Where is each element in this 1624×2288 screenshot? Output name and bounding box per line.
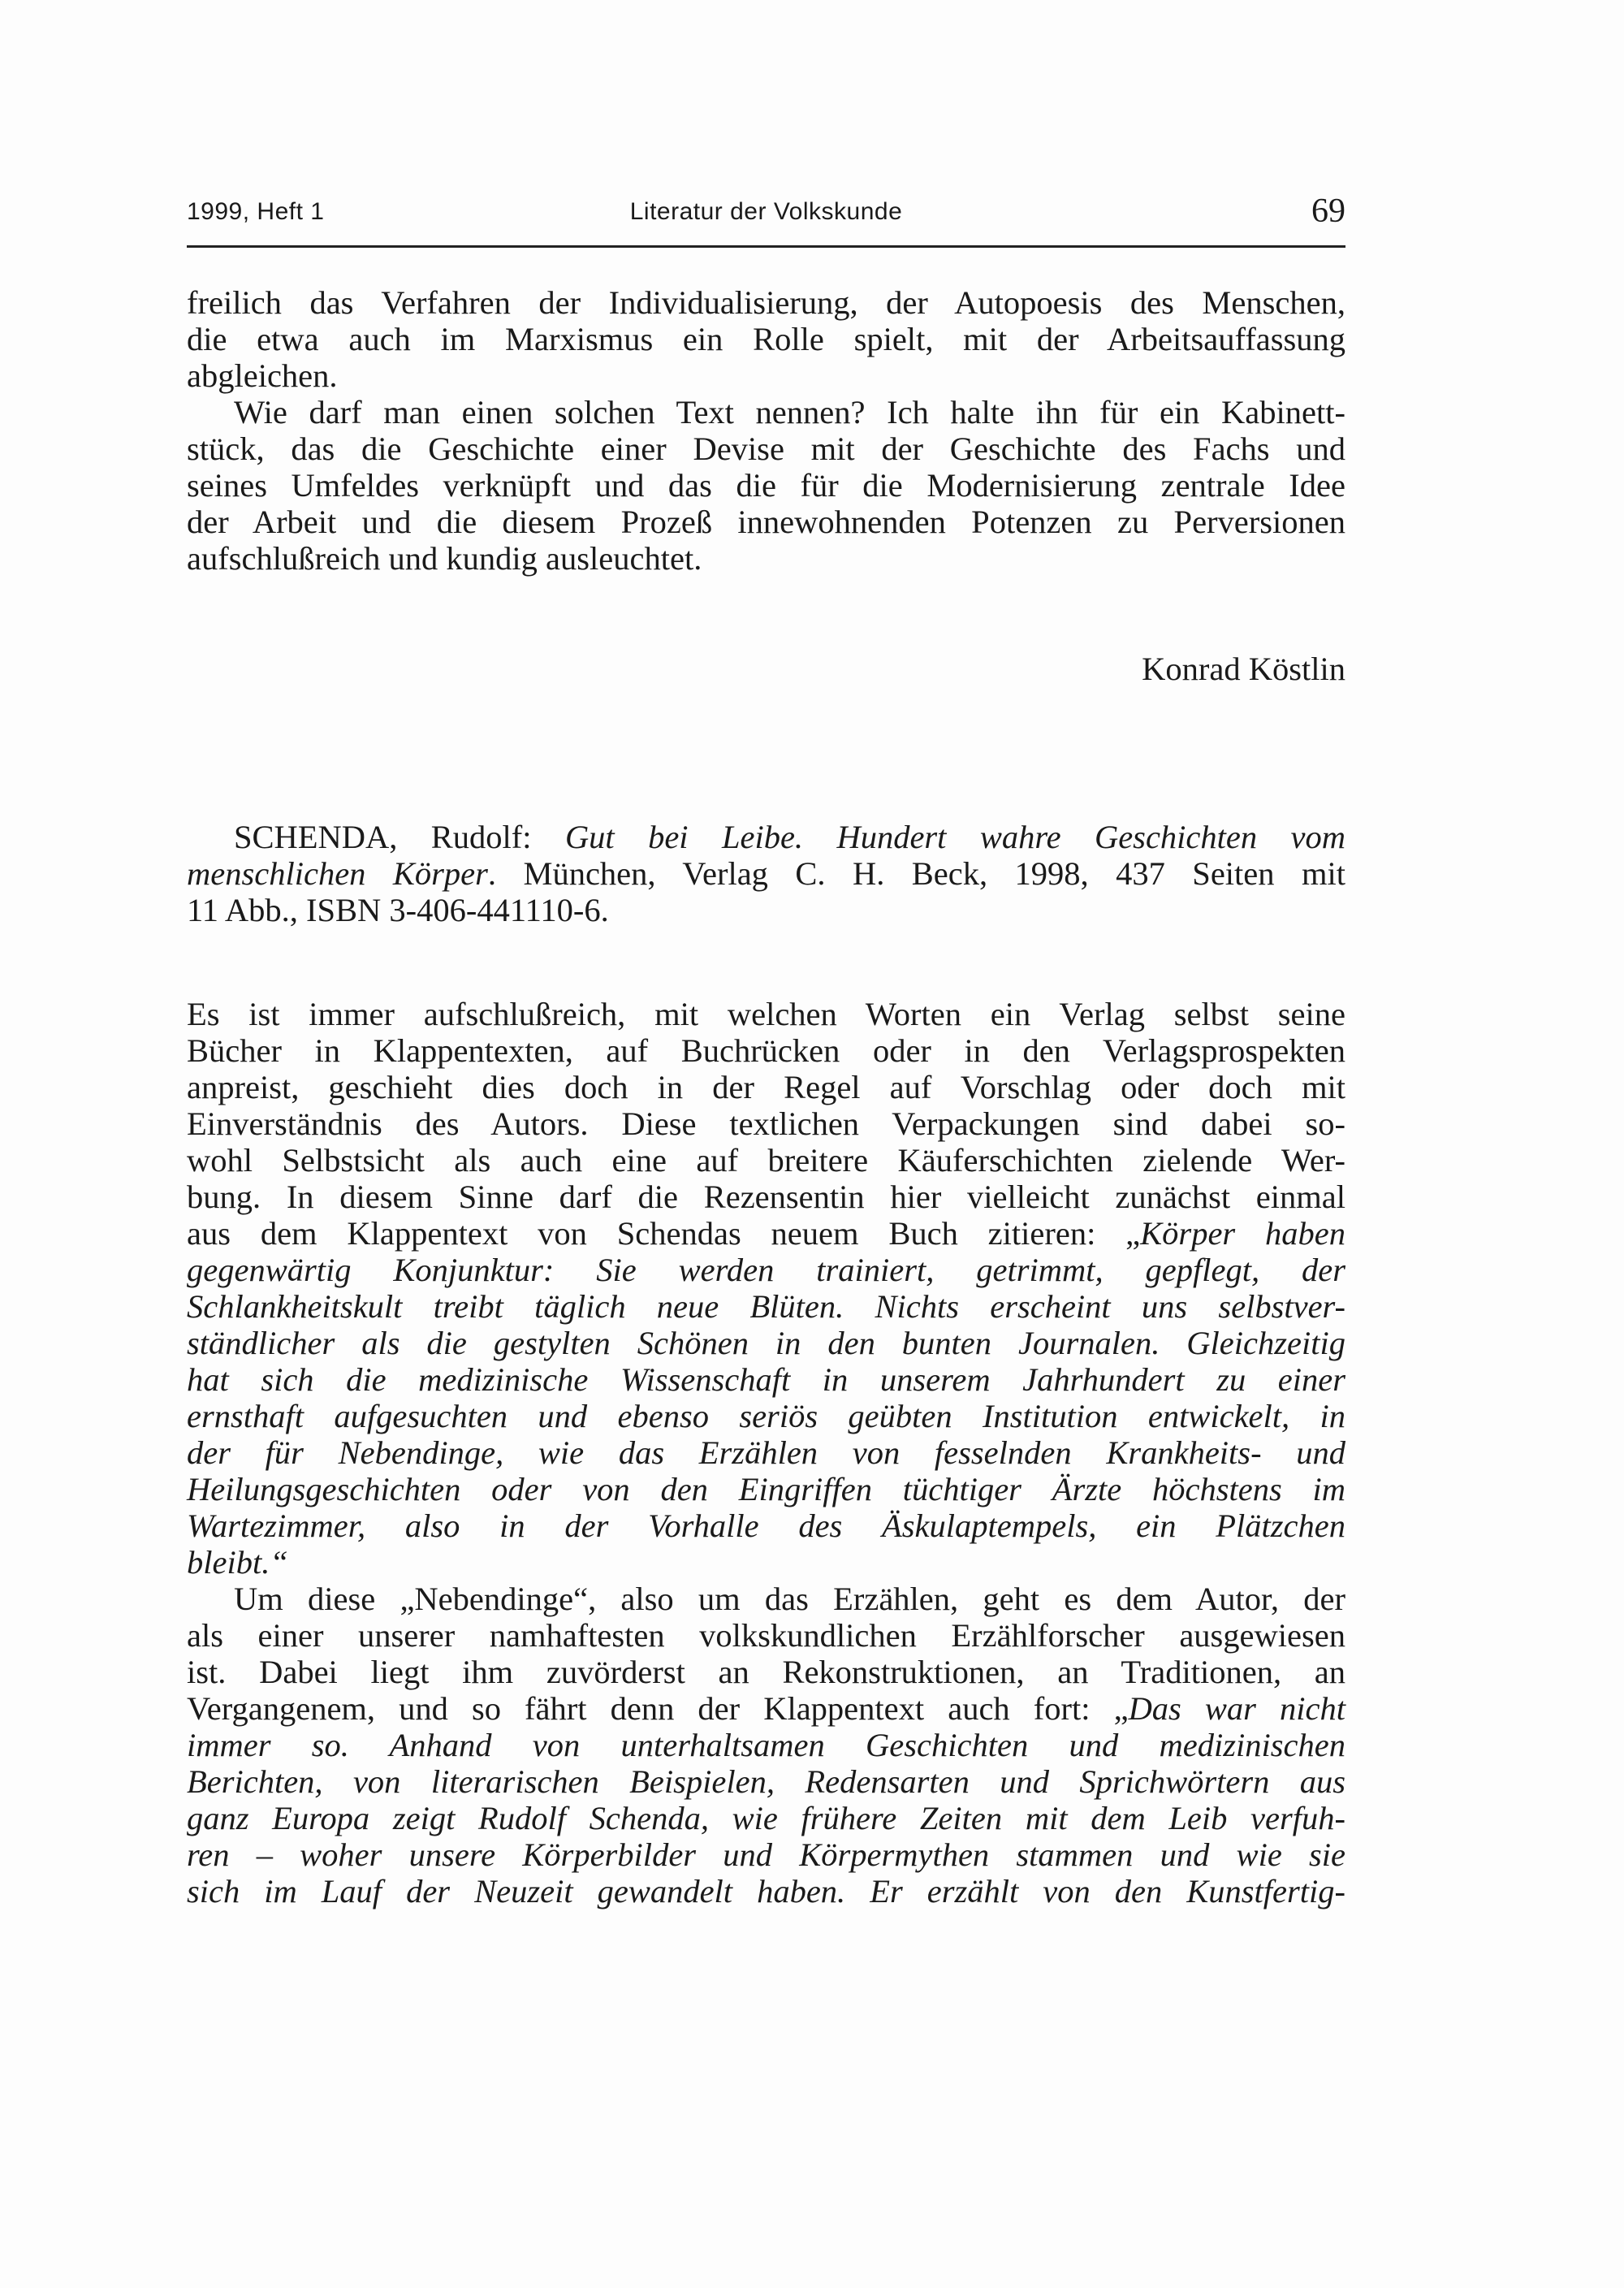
text-line [187,1398,1345,1434]
italic-text: Berichten, von literarischen Beispielen, Redensarten und Sprichwörtern aus [187,1763,1345,1800]
text-line [187,1325,1345,1361]
text-line [187,1032,1345,1069]
text-line [187,892,1345,928]
text-segment: aus dem Klappentext von Schendas neuem Buch zitieren: „ [187,1215,1141,1252]
text-segment: stück, das die Geschichte einer Devise mit der Geschichte des Fachs und [187,430,1345,467]
text-line [187,1434,1345,1471]
reviewer-signature: Konrad Köstlin [1142,651,1345,687]
text-line [187,1215,1345,1252]
text-line [187,1142,1345,1179]
italic-text: der für Nebendinge, wie das Erzählen von fesselnden Krankheits- und [187,1434,1345,1471]
text-segment: Um diese „Nebendinge“, also um das Erzählen, geht es dem Autor, der [234,1581,1345,1617]
italic-text: Wartezimmer, also in der Vorhalle des Äskulaptempels, ein Plätzchen [187,1507,1345,1544]
italic-text: hat sich die medizinische Wissenschaft in unserem Jahrhundert zu einer [187,1361,1345,1398]
italic-text: Körper haben [1140,1215,1345,1252]
text-line [187,1069,1345,1105]
running-header [187,192,1345,232]
text-line [187,1581,1345,1617]
italic-text: sich im Lauf der Neuzeit gewandelt haben. Er erzählt von den Kunstfertig- [187,1873,1345,1910]
text-line [187,321,1345,357]
text-line [187,1361,1345,1398]
text-segment: wohl Selbstsicht als auch eine auf breitere Käuferschichten zielende Wer- [187,1142,1345,1179]
text-line [187,1836,1345,1873]
text-line [187,1763,1345,1800]
text-segment: seines Umfeldes verknüpft und das die für die Modernisierung zentrale Idee [187,467,1345,504]
italic-text: ganz Europa zeigt Rudolf Schenda, wie frühere Zeiten mit dem Leib verfuh- [187,1800,1345,1836]
text-line [187,855,1345,892]
review-body [187,996,1345,1910]
text-line [187,504,1345,540]
italic-text: menschlichen Körper [187,855,488,892]
text-line [187,1727,1345,1763]
text-line [187,394,1345,430]
text-line [187,357,1345,394]
text-segment: bung. In diesem Sinne darf die Rezensentin hier vielleicht zunächst einmal [187,1179,1345,1215]
text-segment: ist. Dabei liegt ihm zuvörderst an Rekonstruktionen, an Traditionen, an [187,1654,1345,1690]
text-segment: Einverständnis des Autors. Diese textlichen Verpackungen sind dabei so- [187,1105,1345,1142]
text-line [187,1507,1345,1544]
text-line [187,1654,1345,1690]
text-segment: abgleichen. [187,357,338,394]
italic-text: bleibt.“ [187,1544,288,1581]
text-line [187,284,1345,321]
previous-review-text [187,284,1345,577]
text-segment: Wie darf man einen solchen Text nennen? Ich halte ihn für ein Kabinett- [234,394,1345,430]
text-segment: Es ist immer aufschlußreich, mit welchen Worten ein Verlag selbst seine [187,996,1345,1032]
italic-text: Heilungsgeschichten oder von den Eingriffen tüchtiger Ärzte höchstens im [187,1471,1345,1507]
italic-text: gegenwärtig Konjunktur: Sie werden trainiert, getrimmt, gepflegt, der [187,1252,1345,1288]
header-rule [187,245,1345,248]
italic-text: ren – woher unsere Körperbilder und Körpermythen stammen und wie sie [187,1836,1345,1873]
text-line [187,1471,1345,1507]
text-segment: freilich das Verfahren der Individualisierung, der Autopoesis des Menschen, [187,284,1345,321]
text-line [187,430,1345,467]
text-line [187,996,1345,1032]
section-title: Literatur der Volkskunde [629,198,903,225]
text-segment: 11 Abb., ISBN 3-406-441110-6. [187,892,609,928]
issue-label: 1999, Heft 1 [187,198,325,225]
italic-text: Gut bei Leibe. Hundert wahre Geschichten vom [564,819,1345,855]
book-citation [187,819,1345,928]
text-line [187,1800,1345,1836]
text-segment: Vergangenem, und so fährt denn der Klappentext auch fort: „ [187,1690,1129,1727]
text-segment: der Arbeit und die diesem Prozeß innewohnenden Potenzen zu Perversionen [187,504,1345,540]
text-line [187,819,1345,855]
text-segment: die etwa auch im Marxismus ein Rolle spielt, mit der Arbeitsauffassung [187,321,1345,357]
text-line [187,1288,1345,1325]
text-line [187,1105,1345,1142]
text-line [187,1617,1345,1654]
text-line [187,1179,1345,1215]
italic-text: Schlankheitskult treibt täglich neue Blüten. Nichts erscheint uns selbstver- [187,1288,1345,1325]
text-line [187,467,1345,504]
italic-text: ernsthaft aufgesuchten und ebenso seriös geübten Institution entwickelt, in [187,1398,1345,1434]
italic-text: ständlicher als die gestylten Schönen in den bunten Journalen. Gleichzeitig [187,1325,1345,1361]
text-segment: SCHENDA, Rudolf: [234,819,565,855]
text-line [187,1690,1345,1727]
text-segment: als einer unserer namhaftesten volkskundlichen Erzählforscher ausgewiesen [187,1617,1345,1654]
text-line [187,1544,1345,1581]
text-segment: . München, Verlag C. H. Beck, 1998, 437 Seiten mit [487,855,1345,892]
italic-text: Das war nicht [1128,1690,1345,1727]
text-line [187,540,1345,577]
text-line [187,1873,1345,1910]
text-line [187,1252,1345,1288]
text-segment: anpreist, geschieht dies doch in der Regel auf Vorschlag oder doch mit [187,1069,1345,1105]
italic-text: immer so. Anhand von unterhaltsamen Geschichten und medizinischen [187,1727,1345,1763]
page-number: 69 [1311,192,1345,230]
text-segment: Bücher in Klappentexten, auf Buchrücken oder in den Verlagsprospekten [187,1032,1345,1069]
text-segment: aufschlußreich und kundig ausleuchtet. [187,540,702,577]
